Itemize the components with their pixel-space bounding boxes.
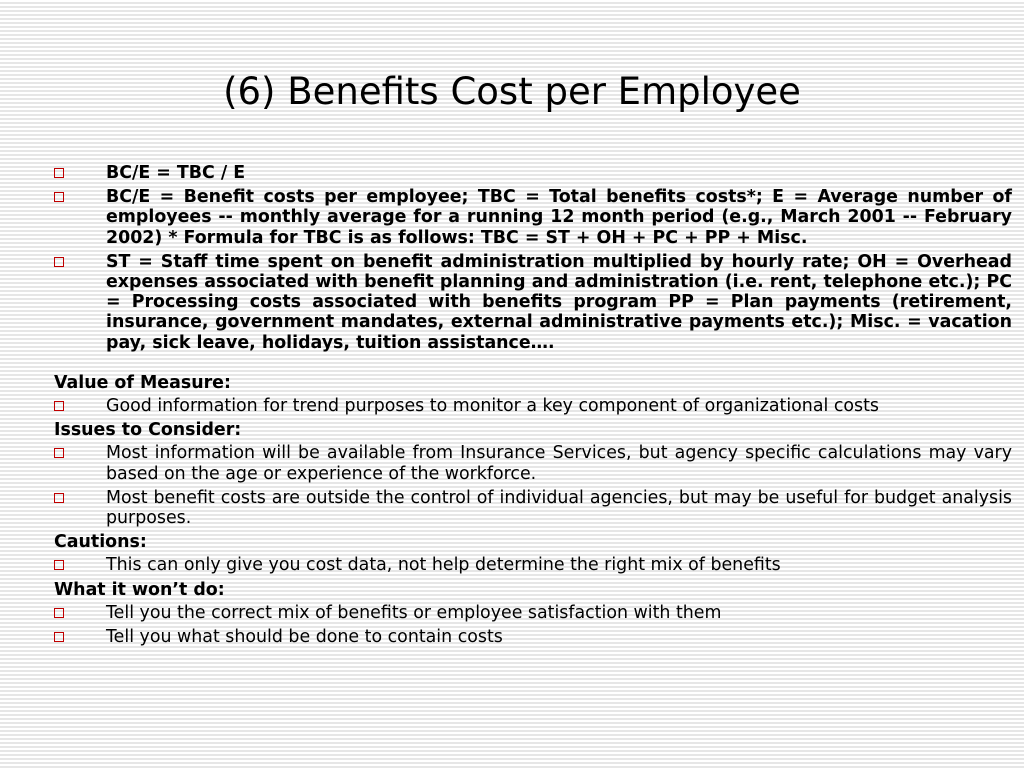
- hollow-square-bullet-icon: [54, 608, 64, 618]
- hollow-square-bullet-icon: [54, 560, 64, 570]
- definitions-text: BC/E = Benefit costs per employee; TBC = Total benefits costs*; E = Average number of employees -- monthly average for a running 12 month period (e.g., March 2001 -- February 2002) * Formula for TBC is as follows: TBC = ST + OH + PC + PP + Misc.: [106, 187, 1012, 248]
- issue-text: Most benefit costs are outside the control of individual agencies, but may be useful for budget analysis purposes.: [106, 487, 1012, 529]
- value-of-measure-heading: Value of Measure:: [54, 372, 231, 393]
- wont-do-text: Tell you what should be done to contain costs: [106, 627, 503, 648]
- issue-item: [54, 488, 1012, 528]
- hollow-square-bullet-icon: [54, 401, 64, 411]
- value-item: [54, 396, 1012, 416]
- hollow-square-bullet-icon: [54, 168, 64, 178]
- components-item: [54, 252, 1012, 353]
- wont-do-item: [54, 627, 1012, 647]
- slide-content: [54, 163, 1012, 651]
- value-text: Good information for trend purposes to monitor a key component of organizational costs: [106, 396, 879, 417]
- hollow-square-bullet-icon: [54, 257, 64, 267]
- caution-text: This can only give you cost data, not help determine the right mix of benefits: [106, 555, 781, 576]
- cautions-heading: Cautions:: [54, 532, 147, 553]
- components-text: ST = Staff time spent on benefit administration multiplied by hourly rate; OH = Overhead expenses associated with benefit planning and administration (i.e. rent, telephone etc.); PC = Processing costs associated with benefits program PP = Plan payments (retirement, insurance, government mandates, external administrative payments etc.); Misc. = vacation pay, sick leave, holidays, tuition assistance….: [106, 251, 1012, 353]
- formula-item: [54, 163, 1012, 183]
- hollow-square-bullet-icon: [54, 493, 64, 503]
- issue-text: Most information will be available from Insurance Services, but agency specific calculations may vary based on the age or experience of the workforce.: [106, 443, 1012, 484]
- hollow-square-bullet-icon: [54, 192, 64, 202]
- issues-heading: Issues to Consider:: [54, 420, 242, 441]
- wont-do-item: [54, 603, 1012, 623]
- definitions-item: [54, 187, 1012, 248]
- section-spacer: [54, 357, 1012, 372]
- hollow-square-bullet-icon: [54, 448, 64, 458]
- issue-item: [54, 443, 1012, 483]
- wont-do-text: Tell you the correct mix of benefits or employee satisfaction with them: [106, 602, 722, 623]
- slide-title: (6) Benefits Cost per Employee: [223, 70, 801, 113]
- hollow-square-bullet-icon: [54, 632, 64, 642]
- caution-item: [54, 555, 1012, 575]
- formula-text: BC/E = TBC / E: [106, 163, 246, 183]
- wont-do-heading: What it won’t do:: [54, 579, 225, 600]
